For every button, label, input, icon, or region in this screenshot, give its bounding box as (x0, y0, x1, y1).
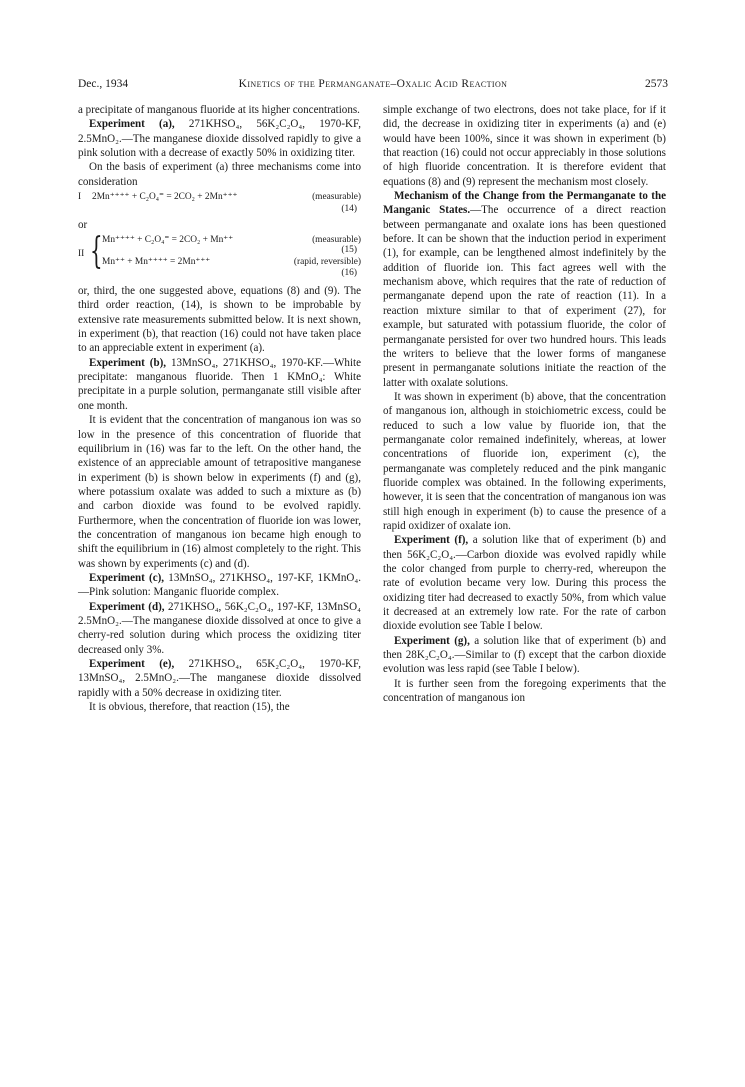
running-title: Kinetics of the Permanganate–Oxalic Acid Reaction (238, 78, 508, 90)
paragraph: simple exchange of two electrons, does not take place, for if it did, the decrease in oxidizing titer in experiments (a) and (e) would have been 100%, since it was shown in experiment (b) that reaction (16) could not occur appreciably in those solutions of high fluoride concentration. It is therefore evident that equations (8) and (9) represent the mechanism most closely. (383, 104, 666, 188)
experiment-a (78, 117, 361, 160)
equation-14 (78, 190, 361, 216)
section-heading: Mechanism of the Change from the Permanganate to the Manganic States. (383, 190, 666, 217)
mechanism-section (383, 189, 666, 390)
brace-glyph: { (90, 231, 103, 273)
or-connector: or (78, 219, 88, 232)
paragraph: a precipitate of manganous fluoride at its higher concentrations. (78, 104, 360, 116)
equation-condition: (measurable) (312, 235, 361, 246)
paragraph: It was shown in experiment (b) above, that the concentration of manganous ion, although in stoichiometric excess, could be reduced to such a low value by fluoride ion, that the permanganate color remained indefinitely, whereas, at lower concentrations of fluoride ion, experiment (c), the permanganate was completely reduced and the pink manganic fluoride complex was obtained. In the following experiments, however, it is seen that the concentration of manganous ion was still high enough in experiment (b) to cause the presence of a rapid oxidizer of oxalate ion. (383, 390, 666, 532)
equation-group-15-16 (78, 232, 361, 280)
equation-number: (16) (341, 268, 357, 279)
running-head (78, 76, 668, 92)
left-column (78, 103, 361, 714)
experiment-e (78, 657, 361, 700)
experiment-label: Experiment (b), (89, 356, 167, 369)
section-text: —The occurrence of a direct reaction between permanganate and oxalate ions has been questioned before. It can be shown that the induction period in experiment (1), for example, can be lengthened almost indefinitely by the addition of fluoride ion. This fact agrees well with the mechanism above, which requires that the rate of reduction of permanganate depend upon the rate of reaction (11). In a reaction mixture similar to that of experiment (27), for example, but saturated with potassium fluoride, the color of permanganate persisted for over two hundred hours. This leads the writers to believe that the lower forms of manganese present in permanganate solutions initiate the reaction of the latter with oxalate solutions. (383, 204, 666, 389)
right-column (383, 103, 666, 705)
experiment-text: 13MnSO₄, 271KHSO₄, 1970-KF.—White precipitate: manganous fluoride. Then 1 KMnO₄: White precipitate in a purple solution, permanganate still visible after one month. (78, 356, 361, 412)
equation-condition: (measurable) (312, 192, 361, 203)
experiment-b (78, 356, 361, 413)
equation-roman: I (78, 192, 82, 203)
page-number: 2573 (645, 78, 668, 90)
equation-number: (15) (341, 245, 357, 256)
equation-expression: Mn⁺⁺ + Mn⁺⁺⁺⁺ = 2Mn⁺⁺⁺ (102, 257, 211, 268)
experiment-text: 13MnSO₄, 271KHSO₄, 197-KF, 1KMnO₄.—Pink solution: Manganic fluoride complex. (78, 571, 361, 599)
equation-expression: Mn⁺⁺⁺⁺ + C₂O₄⁼ = 2CO₂ + Mn⁺⁺ (102, 235, 234, 246)
experiment-label: Experiment (c), (89, 571, 165, 584)
experiment-d (78, 600, 361, 657)
experiment-label: Experiment (e), (89, 658, 175, 670)
equation-roman: II (78, 249, 85, 260)
paragraph: It is further seen from the foregoing experiments that the concentration of manganous ion (383, 677, 666, 705)
experiment-label: Experiment (d), (89, 600, 165, 613)
experiment-label: Experiment (g), (394, 634, 470, 647)
experiment-g (383, 634, 666, 677)
equation-condition: (rapid, reversible) (293, 257, 361, 268)
paragraph: It is obvious, therefore, that reaction (15), the (89, 701, 290, 714)
paragraph: It is evident that the concentration of manganous ion was so low in the presence of this concentration of fluoride that equilibrium in (16) was far to the left. On the other hand, the existence of an appreciable amount of tetrapositive manganese in experiment (b) is shown below in experiments (f) and (g), where potassium oxalate was added to such a mixture as (b) and carbon dioxide was found to be evolved rapidly. Furthermore, when the concentration of fluoride ion was lower, the concentration of manganous ion became high enough to shift the equilibrium in (16) almost completely to the right. This was shown by experiments (c) and (d). (78, 414, 361, 570)
issue-date: Dec., 1934 (78, 78, 129, 90)
experiment-c (78, 571, 361, 600)
experiment-text: 271KHSO₄, 65K₂C₂O₄, 1970-KF, 13MnSO₄, 2.5MnO₂.—The manganese dioxide dissolved rapidly with a 50% decrease in oxidizing titer. (78, 658, 361, 699)
experiment-text: a solution like that of experiment (b) and then 28K₂C₂O₄.—Similar to (f) except that the carbon dioxide evolution was less rapid (see Table I below). (383, 634, 667, 676)
experiment-text: a solution like that of experiment (b) and then 56K₂C₂O₄.—Carbon dioxide was evolved rapidly while the color changed from purple to cherry-red, whereupon the rate of evolution became very low. During this process the oxidizing titer had decreased to exactly 50%, from which value it decreased at an extremely low rate. For the rate of carbon dioxide evolution see Table I below. (383, 534, 666, 633)
experiment-text: 271KHSO₄, 56K₂C₂O₄, 1970-KF, 2.5MnO₂.—The manganese dioxide dissolved rapidly to give a pink solution with a decrease of exactly 50% in oxidizing titer. (78, 118, 361, 160)
experiment-label: Experiment (a), (89, 118, 175, 131)
paragraph: On the basis of experiment (a) three mechanisms come into consideration (78, 161, 361, 188)
experiment-label: Experiment (f), (394, 534, 469, 547)
experiment-f (383, 533, 666, 633)
experiment-text: 271KHSO₄, 56K₂C₂O₄, 197-KF, 13MnSO₄ 2.5MnO₂.—The manganese dioxide dissolved at once to give a cherry-red solution during which process the oxidizing titer decreased only 3%. (78, 600, 361, 656)
paragraph: or, third, the one suggested above, equations (8) and (9). The third order reaction, (14), is shown to be improbable by extensive rate measurements submitted below. It is next shown, in experiment (b), that reaction (16) could not have taken place to an appreciable extent in experiment (a). (78, 285, 361, 355)
equation-expression: 2Mn⁺⁺⁺⁺ + C₂O₄⁼ = 2CO₂ + 2Mn⁺⁺⁺ (92, 192, 238, 203)
equation-number: (14) (341, 204, 357, 215)
